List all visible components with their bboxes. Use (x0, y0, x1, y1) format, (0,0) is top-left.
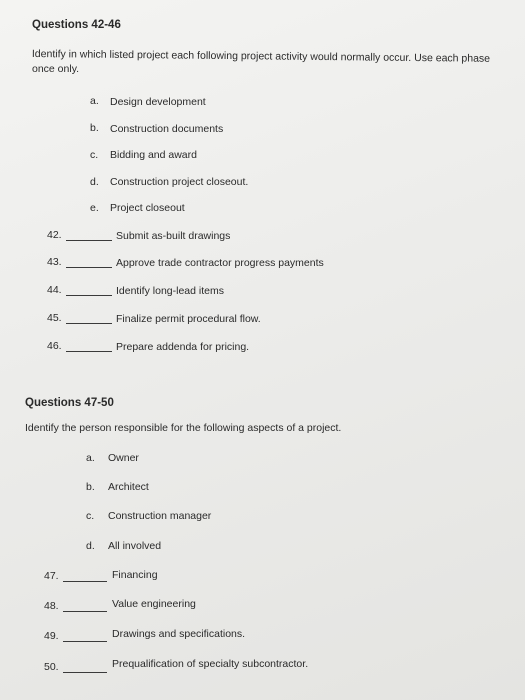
answer-blank[interactable] (66, 323, 112, 324)
question-number: 47. (44, 570, 59, 582)
answer-blank[interactable] (63, 611, 107, 612)
answer-blank[interactable] (63, 672, 107, 673)
section1-instruction-line2: once only. (32, 63, 80, 75)
question-number: 46. (47, 340, 62, 352)
s2-option-text: Construction manager (108, 510, 212, 522)
answer-blank[interactable] (66, 351, 112, 352)
s2-option-letter: b. (86, 481, 95, 493)
question-text: Value engineering (112, 598, 196, 610)
s2-option-letter: d. (86, 540, 95, 552)
section1-instruction-line1: Identify in which listed project each following project activity would normally occur. Use each phase (31, 47, 491, 65)
question-number: 43. (47, 256, 62, 268)
answer-blank[interactable] (63, 581, 107, 582)
s2-option-letter: c. (86, 510, 95, 522)
question-text: Submit as-built drawings (116, 230, 231, 242)
s1-option-text: Construction documents (110, 123, 224, 135)
section2-instruction: Identify the person responsible for the following aspects of a project. (25, 422, 342, 434)
s1-option-letter: a. (90, 95, 99, 107)
question-number: 50. (44, 661, 59, 673)
answer-blank[interactable] (63, 641, 107, 642)
s1-option-letter: e. (90, 202, 99, 214)
s1-option-letter: d. (90, 176, 99, 188)
s2-option-text: Owner (108, 452, 139, 464)
question-text: Finalize permit procedural flow. (116, 313, 261, 325)
s1-option-letter: c. (90, 149, 99, 161)
question-text: Drawings and specifications. (112, 628, 246, 640)
question-text: Prequalification of specialty subcontractor. (112, 658, 309, 670)
s1-option-text: Design development (110, 96, 206, 108)
s1-option-text: Project closeout (110, 202, 185, 214)
s2-option-text: Architect (108, 481, 149, 493)
s1-option-text: Construction project closeout. (110, 176, 249, 188)
question-number: 48. (44, 600, 59, 612)
question-number: 42. (47, 229, 62, 241)
question-text: Approve trade contractor progress payments (116, 257, 324, 269)
s1-option-text: Bidding and award (110, 149, 197, 161)
question-text: Identify long-lead items (116, 285, 224, 297)
section2-title: Questions 47-50 (25, 397, 114, 409)
s1-option-letter: b. (90, 122, 99, 134)
answer-blank[interactable] (66, 240, 112, 241)
question-number: 49. (44, 630, 59, 642)
question-number: 45. (47, 312, 62, 324)
answer-blank[interactable] (66, 295, 112, 296)
s2-option-letter: a. (86, 452, 95, 464)
s2-option-text: All involved (108, 540, 162, 552)
section1-title: Questions 42-46 (32, 19, 121, 31)
question-text: Financing (112, 569, 158, 581)
question-number: 44. (47, 284, 62, 296)
answer-blank[interactable] (66, 267, 112, 268)
question-text: Prepare addenda for pricing. (116, 341, 250, 353)
